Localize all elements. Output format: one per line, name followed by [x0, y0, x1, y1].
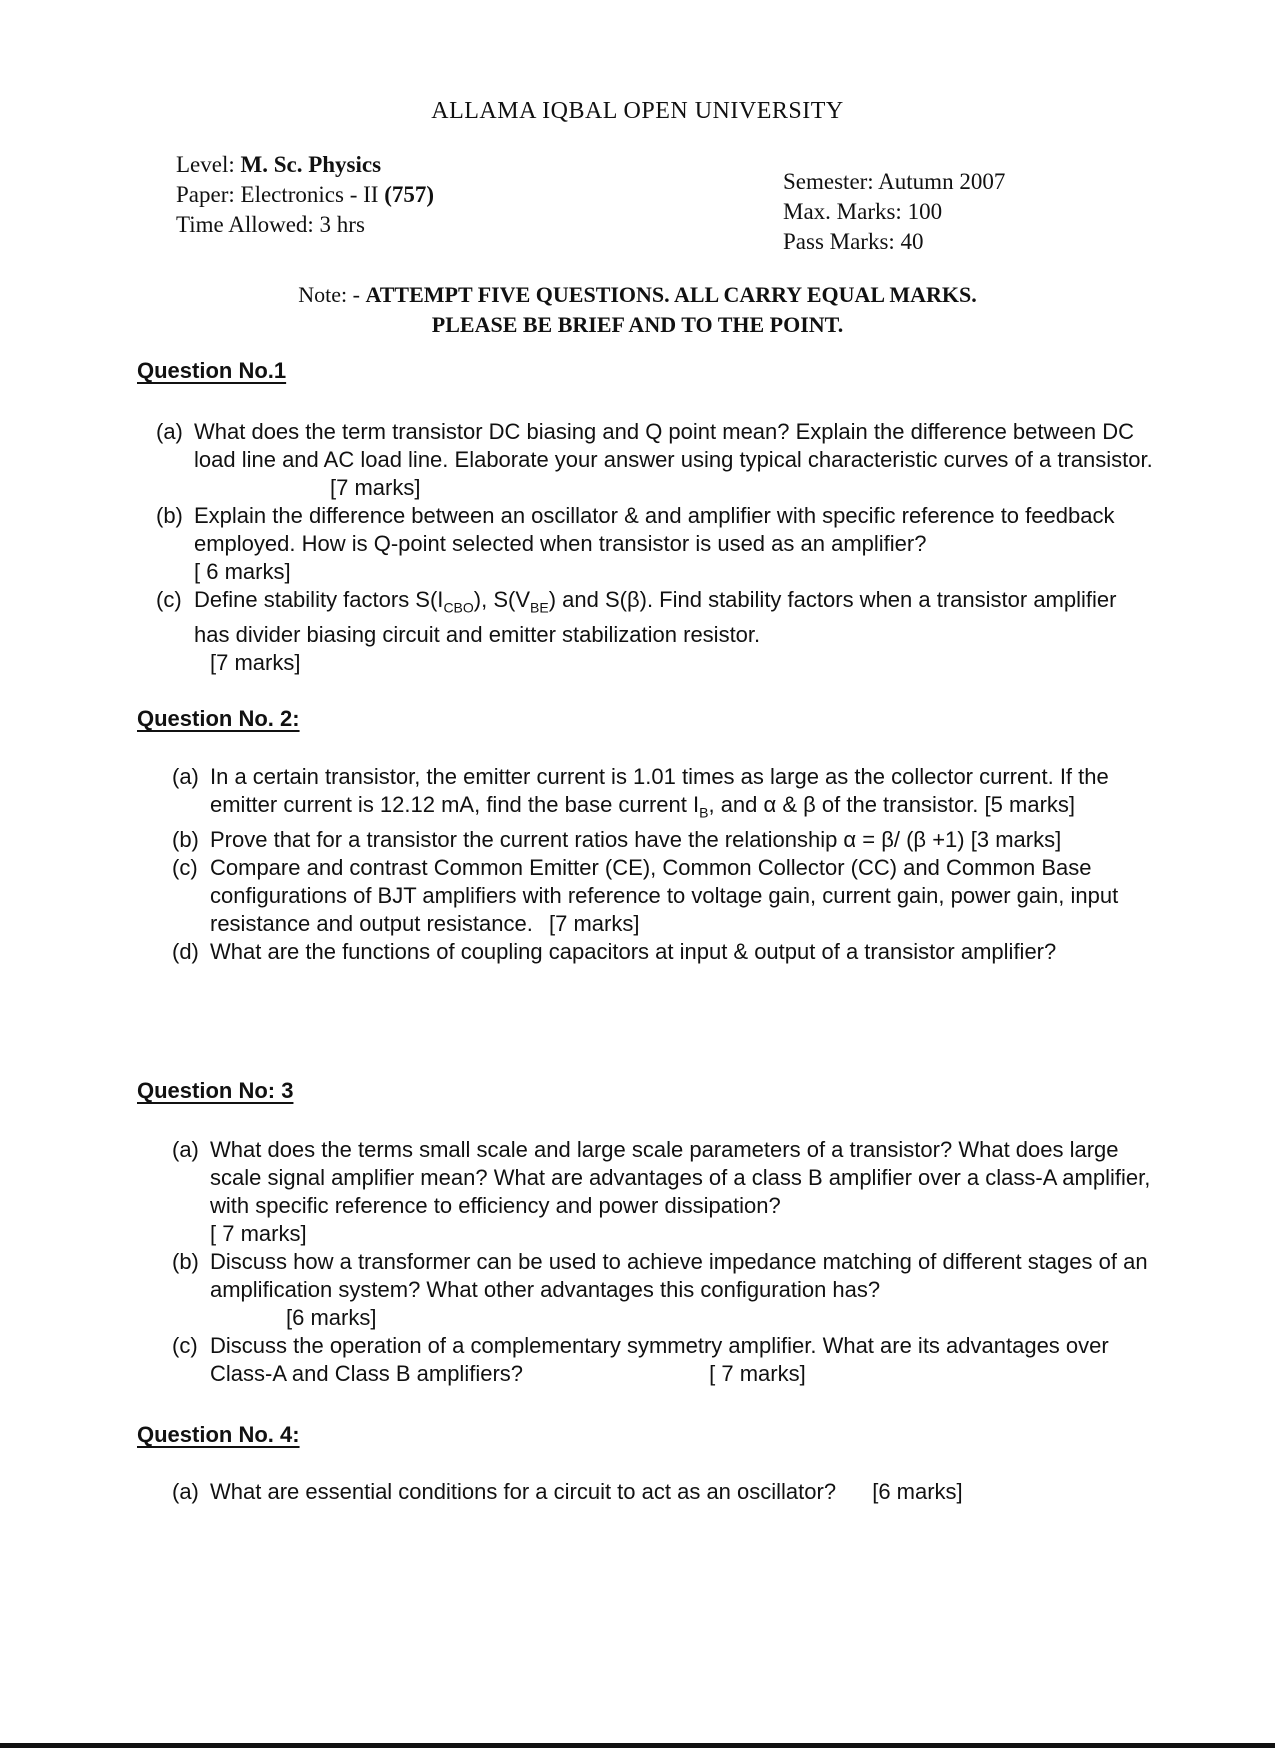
part-marks: [6 marks]: [286, 1305, 377, 1330]
paper-line: [176, 180, 434, 210]
part-marks: [3 marks]: [970, 827, 1062, 853]
max-marks: Max. Marks: 100: [783, 199, 943, 224]
exam-info-right: [783, 167, 1005, 257]
time-allowed: Time Allowed: 3 hrs: [176, 212, 365, 237]
question-1-heading: Question No.1: [137, 358, 287, 383]
note-instruction: ATTEMPT FIVE QUESTIONS. ALL CARRY EQUAL MARKS.: [365, 282, 977, 307]
part-label: (c): [172, 1333, 198, 1358]
university-name: ALLAMA IQBAL OPEN UNIVERSITY: [431, 98, 844, 124]
question-2-heading: Question No. 2:: [137, 706, 300, 731]
page-bottom-rule: [0, 1743, 1275, 1748]
paper-value: Electronics - II: [240, 182, 379, 207]
pass-marks: Pass Marks: 40: [783, 229, 924, 254]
part-text: Compare and contrast Common Emitter (CE), Common Collector (CC) and Common Base configurations of BJT amplifiers with reference to voltage gain, current gain, power gain, input resistance and output resistance.: [210, 855, 1119, 937]
part-marks: [ 7 marks]: [210, 1221, 307, 1246]
part-text: [194, 587, 1116, 647]
part-text: What are the functions of coupling capacitors at input & output of a transistor amplifier?: [210, 939, 1057, 965]
question-4-heading: Question No. 4:: [137, 1422, 300, 1447]
part-label: (b): [172, 827, 199, 853]
part-label: (b): [172, 1249, 199, 1274]
question-1c: [156, 586, 1156, 677]
part-text-segment: Define stability factors S(I: [194, 587, 444, 612]
part-marks: [7 marks]: [548, 911, 640, 937]
part-text: Prove that for a transistor the current ratios have the relationship α = β/ (β +1): [210, 827, 965, 853]
question-2d: [172, 938, 1156, 966]
paper-code: (757): [384, 182, 435, 207]
part-text-segment: ) and S(β). Find stability factors when a transistor amplifier has divider biasing circuit and emitter stabilization resistor.: [194, 587, 1117, 648]
question-1a: [156, 418, 1156, 502]
note-line-1: [0, 280, 1275, 310]
part-marks: [ 7 marks]: [709, 1361, 806, 1386]
part-text: What does the term transistor DC biasing and Q point mean? Explain the difference between DC load line and AC load line. Elaborate your answer using typical characteristic curves of a transistor.: [194, 419, 1153, 472]
part-marks: [7 marks]: [210, 650, 301, 676]
note-line-2: PLEASE BE BRIEF AND TO THE POINT.: [431, 312, 844, 337]
part-text-segment: In a certain transistor, the emitter current is 1.01 times as large as the collector current. If the emitter current is 12.12 mA, find the base current I: [210, 764, 1109, 817]
question-3-heading: Question No: 3: [137, 1078, 294, 1103]
part-marks: [ 6 marks]: [194, 559, 291, 584]
part-label: (b): [156, 503, 183, 528]
question-2-body: [172, 763, 1156, 966]
part-text: Discuss the operation of a complementary symmetry amplifier. What are its advantages over Class-A and Class B amplifiers?: [210, 1333, 1109, 1386]
subscript: BE: [530, 599, 549, 616]
part-label: (a): [172, 1137, 199, 1162]
part-marks: [6 marks]: [872, 1479, 963, 1504]
question-3b: [172, 1248, 1156, 1332]
part-text-segment: ), S(V: [473, 587, 531, 612]
part-text: [210, 764, 1109, 821]
question-3a: [172, 1136, 1156, 1248]
part-text: Explain the difference between an oscillator & and amplifier with specific reference to feedback employed. How is Q-point selected when transistor is used as an amplifier?: [194, 503, 1115, 556]
question-1b: [156, 502, 1156, 586]
subscript: CBO: [443, 599, 474, 616]
question-4a: [172, 1478, 1156, 1506]
question-2a: [172, 763, 1156, 826]
part-text: What are essential conditions for a circuit to act as an oscillator?: [210, 1479, 837, 1504]
part-text: What does the terms small scale and large scale parameters of a transistor? What does large scale signal amplifier mean? What are advantages of a class B amplifier over a class-A amplifier, with specific reference to efficiency and power dissipation?: [210, 1137, 1151, 1218]
part-label: (a): [172, 764, 199, 789]
level-value: M. Sc. Physics: [240, 152, 382, 177]
part-label: (a): [172, 1479, 199, 1504]
paper-label: Paper:: [176, 182, 235, 207]
part-label: (d): [172, 939, 199, 965]
question-2b: [172, 826, 1156, 854]
question-1-body: [156, 418, 1156, 677]
part-label: (c): [172, 855, 198, 881]
level-line: [176, 150, 434, 180]
level-label: Level:: [176, 152, 235, 177]
question-4-body: [172, 1478, 1156, 1506]
semester: Semester: Autumn 2007: [783, 169, 1006, 194]
question-3-body: [172, 1136, 1156, 1388]
question-2c: [172, 854, 1156, 938]
exam-note: [0, 280, 1275, 340]
part-text-segment: , and α & β of the transistor.: [708, 792, 979, 817]
note-prefix: Note: -: [298, 282, 360, 307]
exam-info-left: [176, 150, 434, 240]
question-3c: [172, 1332, 1156, 1388]
part-marks: [5 marks]: [984, 792, 1076, 817]
part-label: (a): [156, 419, 183, 444]
part-marks: [7 marks]: [330, 475, 421, 500]
part-text: Discuss how a transformer can be used to achieve impedance matching of different stages of an amplification system? What other advantages this configuration has?: [210, 1249, 1148, 1302]
subscript: B: [699, 804, 709, 821]
part-label: (c): [156, 587, 182, 612]
